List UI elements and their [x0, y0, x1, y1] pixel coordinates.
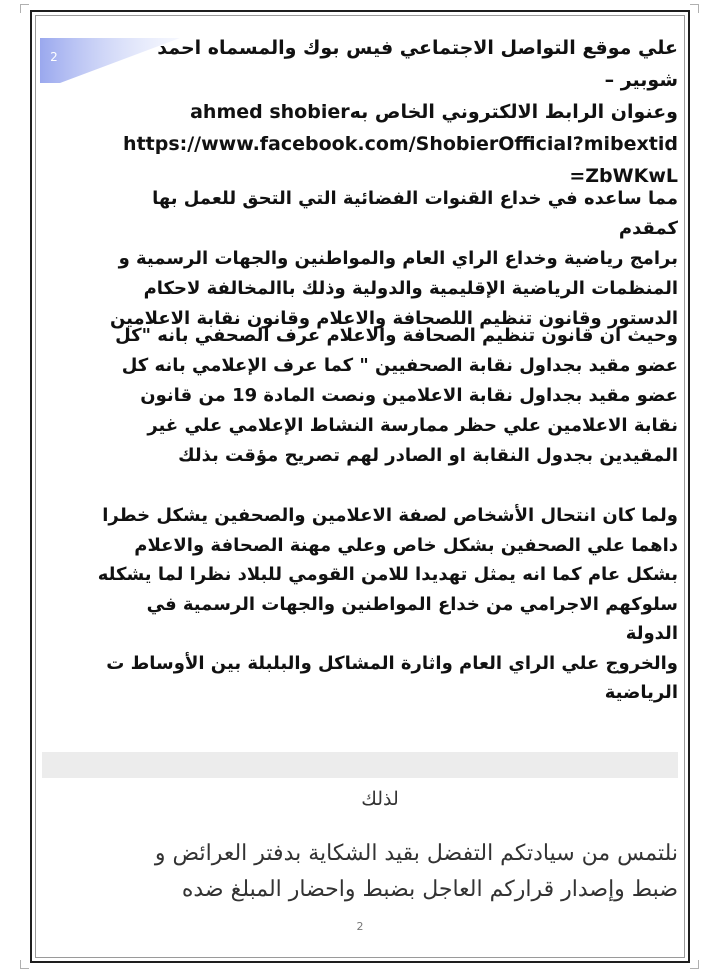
paragraph-line: عضو مقيد بجداول نقابة الاعلامين ونصت المادة 19 من قانون [140, 385, 678, 406]
footer-page-number: 2 [356, 920, 364, 933]
paragraph-line: الرياضية [604, 682, 678, 703]
paragraph1-line1: علي موقع التواصل الاجتماعي فيس بوك والمسماه احمد شوبير – [157, 37, 678, 91]
paragraph-line: سلوكهم الاجرامي من خداع المواطنين والجهات الرسمية في الدولة [146, 593, 678, 644]
crop-mark-top-left [20, 4, 29, 13]
therefore-heading: لذلك [361, 788, 399, 810]
paragraph-line: داهما علي الصحفين بشكل خاص وعلي مهنة الصحافة والاعلام [134, 534, 678, 556]
paragraph1-line2-latin: ahmed shobier [190, 101, 350, 123]
paragraph-line: مما ساعده في خداع القنوات الفضائية التي التحق للعمل بها كمقدم [152, 188, 678, 239]
facebook-url: https://www.facebook.com/ShobierOfficial?mibextid [123, 133, 678, 155]
paragraph-line: بشكل عام كما انه يمثل تهديدا للامن القومي للبلاد نظرا لما يشكله [97, 564, 678, 585]
header-page-number: 2 [50, 50, 58, 64]
paragraph-line: الدستور وقانون تنظيم اللصحافة والاعلام وقانون نقابة الاعلامين [109, 308, 678, 329]
section-divider [42, 752, 678, 778]
crop-mark-top-right [690, 4, 699, 13]
paragraph-line: ولما كان انتحال الأشخاص لصفة الاعلامين والصحفين يشكل خطرا [102, 505, 678, 526]
paragraph-line: نقابة الاعلامين علي حظر ممارسة النشاط الإعلامي علي غير [147, 415, 678, 436]
crop-mark-bottom-left [20, 960, 29, 969]
paragraph-account-details [95, 32, 678, 192]
paragraph-line: برامج رياضية وخداع الراي العام والمواطنين والجهات الرسمية و [118, 248, 678, 269]
paragraph1-line2 [95, 96, 678, 128]
paragraph-law-definition [95, 321, 678, 471]
paragraph-impersonation-danger [95, 501, 678, 708]
paragraph-deception [95, 184, 678, 334]
paragraph-line: عضو مقيد بجداول نقابة الصحفيين " كما عرف الإعلامي بانه كل [121, 355, 678, 376]
paragraph-line: وحيث ان قانون تنظيم الصحافة والاعلام عرف الصحفي بانه "كل [115, 325, 678, 346]
request-paragraph [60, 836, 678, 908]
paragraph-line: والخروج علي الراي العام واثارة المشاكل والبلبلة بين الأوساط ت [106, 652, 678, 674]
request-line: ضبط وإصدار قراركم العاجل بضبط واحضار المبلغ ضده [181, 877, 678, 902]
facebook-url-continued: =ZbWKwL [569, 165, 678, 187]
paragraph-line: المقيدين بجدول النقابة او الصادر لهم تصريح مؤقت بذلك [178, 445, 678, 466]
crop-mark-bottom-right [690, 960, 699, 969]
paragraph1-line2-arabic: وعنوان الرابط الالكتروني الخاص به [349, 101, 678, 123]
paragraph-line: المنظمات الرياضية الإقليمية والدولية وذلك باالمخالفة لاحكام [143, 278, 678, 299]
request-line: نلتمس من سيادتكم التفضل بقيد الشكاية بدفتر العرائض و [154, 841, 678, 866]
